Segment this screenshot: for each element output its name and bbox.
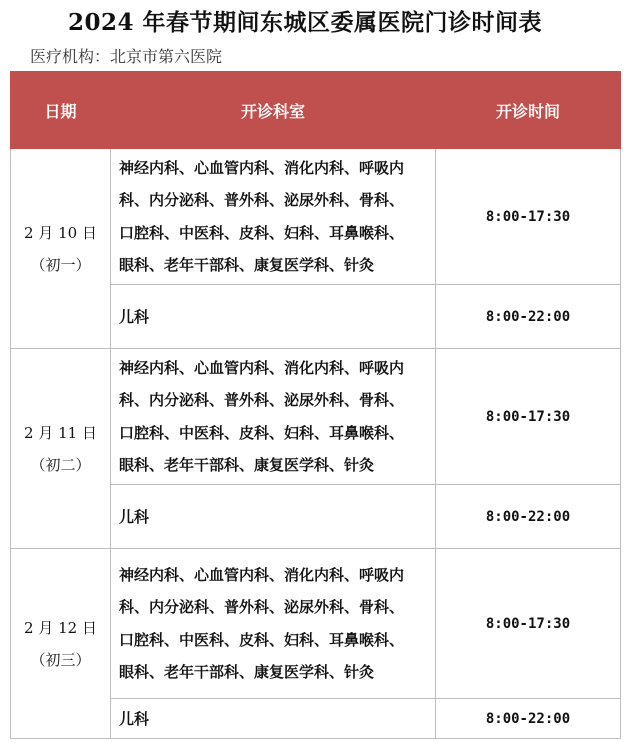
table-row: [11, 149, 621, 285]
date-cell: [11, 549, 111, 739]
date-cell: [11, 149, 111, 349]
dept-line: 科、内分泌科、普外科、泌尿外科、骨科、: [119, 391, 405, 409]
lunar-date-text: （初三）: [30, 650, 91, 669]
header-dept: 开诊科室: [111, 72, 436, 149]
dept-line: 神经内科、心血管内科、消化内科、呼吸内: [119, 358, 405, 377]
table-body: [11, 149, 621, 739]
child-time-cell: 8:00-22:00: [436, 485, 621, 549]
time-cell: 8:00-17:30: [436, 549, 621, 699]
header-time: 开诊时间: [436, 72, 621, 149]
date-text: 2 月 12 日: [24, 618, 97, 637]
lunar-date-text: （初二）: [30, 455, 91, 474]
child-time-cell: 8:00-22:00: [436, 285, 621, 349]
dept-line: 口腔科、中医科、皮科、妇科、耳鼻喉科、: [119, 423, 405, 442]
dept-line: 眼科、老年干部科、康复医学科、针灸: [119, 256, 375, 274]
time-cell: 8:00-17:30: [436, 349, 621, 485]
institution-label: 医疗机构：北京市第六医院: [30, 47, 223, 66]
table-row: [11, 349, 621, 485]
schedule-table: [10, 71, 621, 739]
header-date: 日期: [11, 72, 111, 149]
dept-line: 科、内分泌科、普外科、泌尿外科、骨科、: [119, 191, 405, 209]
child-time-cell: 8:00-22:00: [436, 699, 621, 739]
dept-line: 眼科、老年干部科、康复医学科、针灸: [119, 663, 375, 681]
date-text: 2 月 11 日: [24, 423, 97, 442]
page-title: 2024 年春节期间东城区委属医院门诊时间表: [67, 9, 543, 36]
dept-line: 眼科、老年干部科、康复医学科、针灸: [119, 456, 375, 474]
dept-line: 神经内科、心血管内科、消化内科、呼吸内: [119, 158, 405, 177]
child-dept-cell: 儿科: [111, 699, 436, 739]
header-row: [11, 72, 621, 149]
date-text: 2 月 10 日: [24, 223, 97, 242]
table-header: [11, 72, 621, 149]
dept-line: 口腔科、中医科、皮科、妇科、耳鼻喉科、: [119, 630, 405, 649]
table-row: [11, 549, 621, 699]
lunar-date-text: （初一）: [30, 255, 91, 274]
dept-line: 神经内科、心血管内科、消化内科、呼吸内: [119, 565, 405, 584]
dept-cell: [111, 349, 436, 485]
dept-line: 科、内分泌科、普外科、泌尿外科、骨科、: [119, 598, 405, 616]
time-cell: 8:00-17:30: [436, 149, 621, 285]
dept-line: 口腔科、中医科、皮科、妇科、耳鼻喉科、: [119, 223, 405, 242]
child-dept-cell: 儿科: [111, 485, 436, 549]
dept-cell: [111, 549, 436, 699]
child-dept-cell: 儿科: [111, 285, 436, 349]
date-cell: [11, 349, 111, 549]
dept-cell: [111, 149, 436, 285]
